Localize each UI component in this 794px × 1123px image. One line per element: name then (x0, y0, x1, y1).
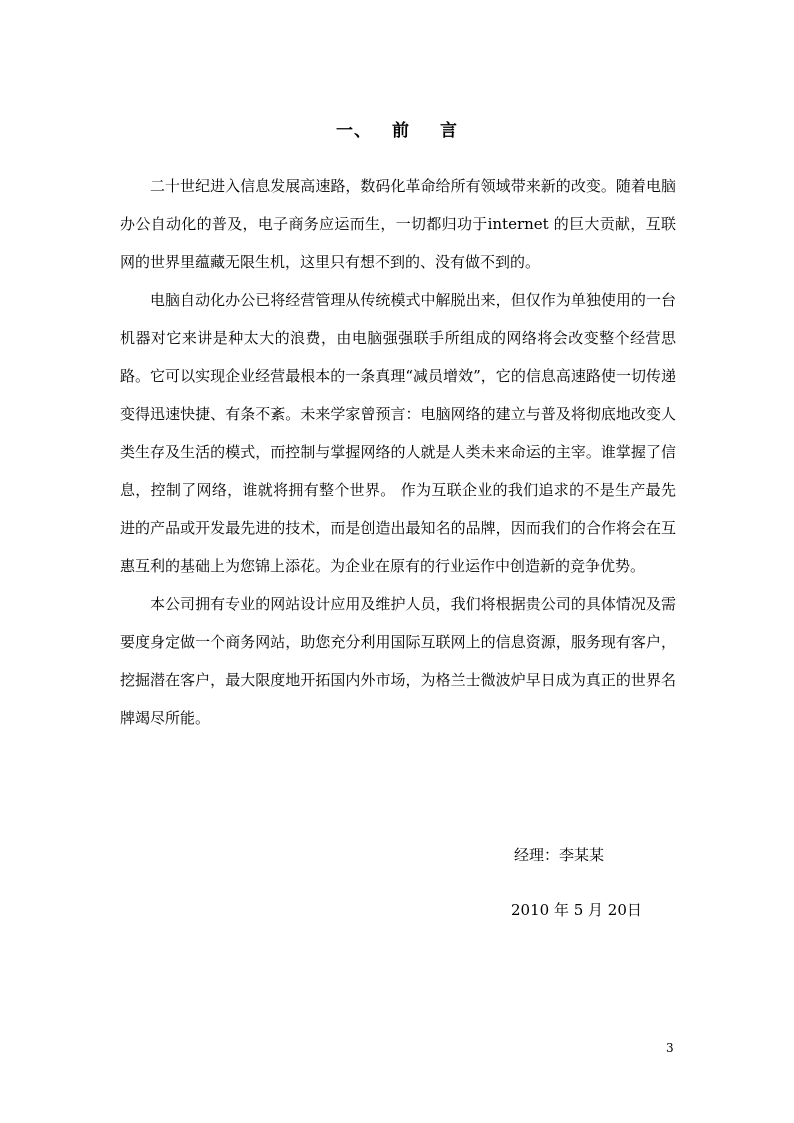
paragraph-3: 本公司拥有专业的网站设计应用及维护人员，我们将根据贵公司的具体情况及需要度身定做一个商务网站，助您充分利用国际互联网上的信息资源，服务现有客户，挖掘潜在客户，最大限度地开拓国内外市场，为格兰士微波炉早日成为真正的世界名牌竭尽所能。 (120, 595, 676, 727)
page-number: 3 (666, 1041, 674, 1055)
body-text (120, 167, 676, 737)
signature-line: 经理：李某某 (514, 846, 605, 864)
date-line: 2010 年 5 月 20日 (511, 901, 642, 919)
paragraph-2: 电脑自动化办公已将经营管理从传统模式中解脱出来，但仅作为单独使用的一台机器对它来讲是种太大的浪费，由电脑强强联手所组成的网络将会改变整个经营思路。它可以实现企业经营最根本的一条真理“减员增效”，它的信息高速路使一切传递变得迅速快捷、有条不紊。未来学家曾预言：电脑网络的建立与普及将彻底地改变人类生存及生活的模式，而控制与掌握网络的人就是人类未来命运的主宰。谁掌握了信息，控制了网络，谁就将拥有整个世界。 作为互联企业的我们追求的不是生产最先进的产品或开发最先进的技术，而是创造出最知名的品牌，因而我们的合作将会在互惠互利的基础上为您锦上添花。为企业在原有的行业运作中创造新的竞争优势。 (120, 291, 676, 575)
heading-word-2: 言 (440, 121, 458, 141)
heading-number: 一、 (336, 121, 372, 141)
heading-word-1: 前 (392, 121, 410, 141)
paragraph-1: 二十世纪进入信息发展高速路，数码化革命给所有领域带来新的改变。随着电脑办公自动化的普及，电子商务应运而生，一切都归功于internet 的巨大贡献，互联网的世界里蕴藏无限生机，这里只有想不到的、没有做不到的。 (120, 177, 676, 271)
section-heading (0, 116, 794, 141)
